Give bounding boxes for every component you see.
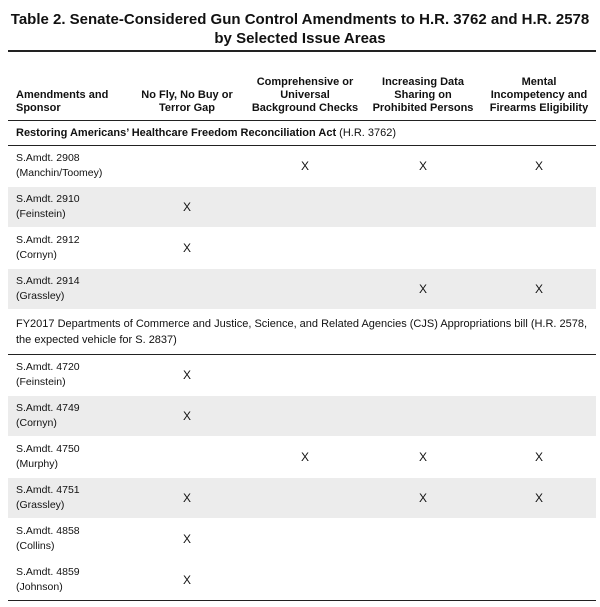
issue-cell: [128, 268, 246, 309]
issue-cell: [482, 518, 596, 559]
table-row: [8, 477, 596, 518]
x-mark: X: [418, 282, 427, 296]
table-title: [0, 0, 600, 47]
amendment-cell: [8, 145, 128, 186]
amendment-cell: [8, 477, 128, 518]
issue-cell: [246, 559, 364, 600]
issue-cell: [246, 477, 364, 518]
amendment-number: S.Amdt. 4750: [16, 442, 80, 455]
table-body: [8, 120, 596, 600]
amendment-number: S.Amdt. 4720: [16, 360, 80, 373]
issue-cell: [482, 477, 596, 518]
issue-cell: [128, 436, 246, 477]
amendment-number: S.Amdt. 4749: [16, 401, 80, 414]
x-mark: X: [418, 159, 427, 173]
amendment-number: S.Amdt. 2912: [16, 233, 80, 246]
issue-cell: [482, 354, 596, 395]
issue-cell: [364, 227, 482, 268]
amendment-cell: [8, 186, 128, 227]
amendment-cell: [8, 268, 128, 309]
amendment-sponsor: (Grassley): [16, 498, 65, 511]
issue-cell: [364, 354, 482, 395]
column-header-background-checks: Comprehensive or Universal Background Checks: [246, 51, 364, 120]
issue-cell: [482, 268, 596, 309]
issue-cell: [246, 436, 364, 477]
amendment-number: S.Amdt. 2908: [16, 151, 80, 164]
issue-cell: [364, 268, 482, 309]
amendment-number: S.Amdt. 4751: [16, 483, 80, 496]
issue-cell: [128, 518, 246, 559]
issue-cell: [128, 354, 246, 395]
section-heading-row: [8, 309, 596, 354]
issue-cell: [364, 186, 482, 227]
amendment-cell: [8, 354, 128, 395]
amendment-cell: [8, 559, 128, 600]
issue-cell: [364, 145, 482, 186]
amendment-number: S.Amdt. 2914: [16, 274, 80, 287]
column-header-no-fly: No Fly, No Buy or Terror Gap: [128, 51, 246, 120]
issue-cell: [482, 559, 596, 600]
issue-cell: [128, 559, 246, 600]
issue-cell: [364, 477, 482, 518]
amendment-cell: [8, 518, 128, 559]
table-row: [8, 145, 596, 186]
table-row: [8, 186, 596, 227]
x-mark: X: [182, 409, 191, 423]
x-mark: X: [182, 573, 191, 587]
x-mark: X: [534, 491, 543, 505]
issue-cell: [246, 145, 364, 186]
amendment-sponsor: (Cornyn): [16, 416, 57, 429]
issue-cell: [482, 395, 596, 436]
issue-cell: [482, 186, 596, 227]
table-row: [8, 268, 596, 309]
issue-cell: [364, 518, 482, 559]
issue-cell: [482, 227, 596, 268]
amendment-cell: [8, 395, 128, 436]
section-heading-row: [8, 120, 596, 145]
table-row: [8, 436, 596, 477]
section-heading-bold: Restoring Americans’ Healthcare Freedom Reconciliation Act: [16, 126, 337, 139]
issue-cell: [364, 559, 482, 600]
issue-cell: [246, 268, 364, 309]
x-mark: X: [182, 491, 191, 505]
issue-cell: [482, 145, 596, 186]
x-mark: X: [300, 159, 309, 173]
amendments-table: [8, 50, 596, 601]
issue-cell: [246, 227, 364, 268]
issue-cell: [128, 227, 246, 268]
issue-cell: [128, 395, 246, 436]
column-header-mental-incompetency: Mental Incompetency and Firearms Eligibility: [482, 51, 596, 120]
x-mark: X: [300, 450, 309, 464]
amendment-sponsor: (Manchin/Toomey): [16, 166, 103, 179]
x-mark: X: [534, 282, 543, 296]
section-heading: [8, 309, 596, 354]
table-row: [8, 559, 596, 600]
table-row: [8, 518, 596, 559]
x-mark: X: [534, 450, 543, 464]
issue-cell: [482, 436, 596, 477]
amendment-cell: [8, 227, 128, 268]
section-heading-text: (H.R. 3762): [336, 126, 397, 139]
issue-cell: [246, 518, 364, 559]
table-title-line1: Table 2. Senate-Considered Gun Control Amendments to H.R. 3762 and H.R. 2578: [10, 11, 590, 28]
issue-cell: [364, 395, 482, 436]
issue-cell: [364, 436, 482, 477]
amendment-sponsor: (Murphy): [16, 457, 59, 470]
section-heading: [8, 120, 596, 145]
issue-cell: [246, 354, 364, 395]
amendment-number: S.Amdt. 2910: [16, 192, 80, 205]
issue-cell: [128, 145, 246, 186]
column-header-data-sharing: Increasing Data Sharing on Prohibited Persons: [364, 51, 482, 120]
table-row: [8, 395, 596, 436]
header-row: [8, 51, 596, 120]
issue-cell: [128, 186, 246, 227]
x-mark: X: [182, 200, 191, 214]
x-mark: X: [182, 532, 191, 546]
table-row: [8, 227, 596, 268]
column-header-amendments: Amendments and Sponsor: [8, 51, 128, 120]
amendment-cell: [8, 436, 128, 477]
issue-cell: [246, 186, 364, 227]
amendment-sponsor: (Feinstein): [16, 207, 66, 220]
x-mark: X: [418, 491, 427, 505]
amendment-sponsor: (Johnson): [16, 580, 63, 593]
table-title-line2: by Selected Issue Areas: [214, 30, 386, 47]
section-heading-text: FY2017 Departments of Commerce and Justice, Science, and Related Agencies (CJS) Appropriations bill (H.R. 2578, the expected vehicle for S. 2837): [16, 317, 588, 346]
amendment-sponsor: (Collins): [16, 539, 55, 552]
amendment-number: S.Amdt. 4858: [16, 524, 80, 537]
amendment-sponsor: (Feinstein): [16, 375, 66, 388]
issue-cell: [128, 477, 246, 518]
x-mark: X: [182, 241, 191, 255]
x-mark: X: [534, 159, 543, 173]
table-row: [8, 354, 596, 395]
amendment-sponsor: (Cornyn): [16, 248, 57, 261]
x-mark: X: [418, 450, 427, 464]
issue-cell: [246, 395, 364, 436]
x-mark: X: [182, 368, 191, 382]
amendment-number: S.Amdt. 4859: [16, 565, 80, 578]
amendment-sponsor: (Grassley): [16, 289, 65, 302]
